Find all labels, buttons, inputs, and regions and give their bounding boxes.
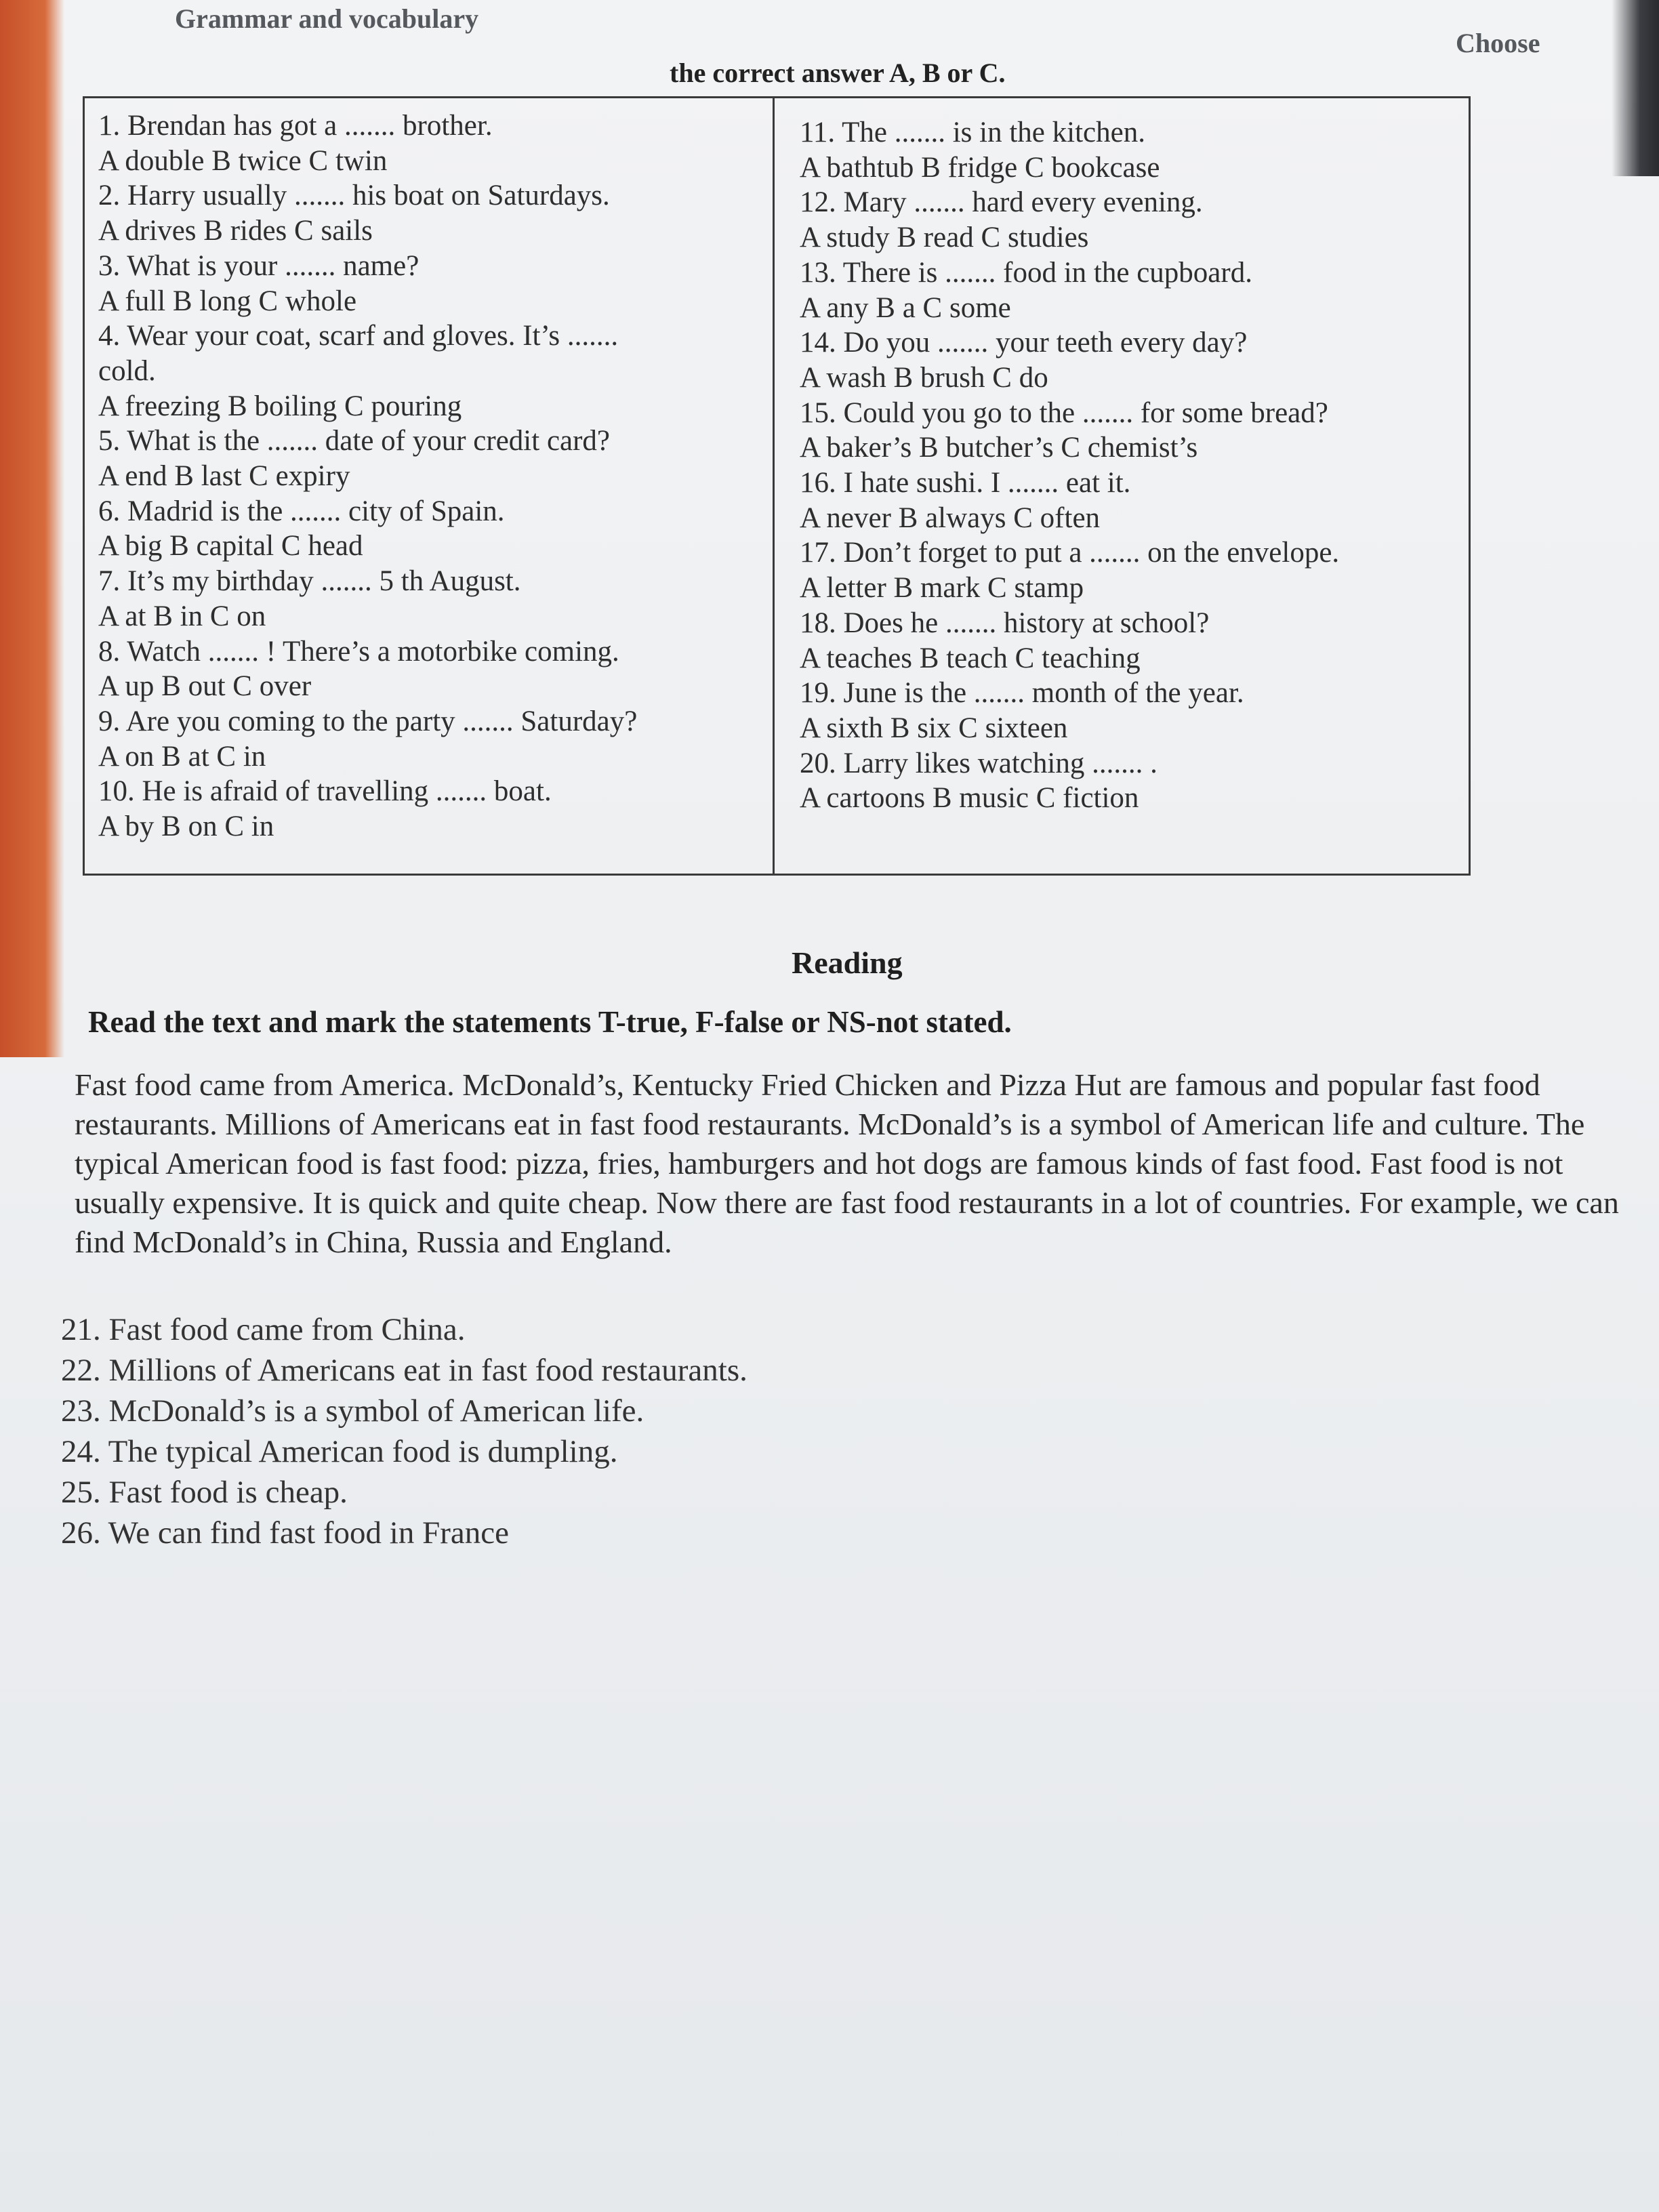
question-2: 2. Harry usually ....... his boat on Saturdays.	[98, 180, 610, 212]
statement-26: 26. We can find fast food in France	[61, 1515, 509, 1551]
answer-options-14: A wash B brush C do	[800, 361, 1048, 394]
question-3: 3. What is your ....... name?	[98, 249, 419, 282]
question-20: 20. Larry likes watching ....... .	[800, 747, 1158, 779]
question-16: 16. I hate sushi. I ....... eat it.	[800, 467, 1131, 499]
answer-options-16: A never B always C often	[800, 501, 1101, 534]
question-8: 8. Watch ....... ! There’s a motorbike coming.	[98, 635, 619, 668]
statement-22: 22. Millions of Americans eat in fast food restaurants.	[61, 1353, 747, 1388]
question-9: 9. Are you coming to the party ....... Saturday?	[98, 705, 638, 737]
question-13: 13. There is ....... food in the cupboard.	[800, 256, 1252, 289]
answer-options-4: A freezing B boiling C pouring	[98, 390, 462, 422]
background-table-edge	[0, 0, 64, 1057]
question-1: 1. Brendan has got a ....... brother.	[98, 110, 493, 142]
statement-23: 23. McDonald’s is a symbol of American life.	[61, 1393, 644, 1429]
section-title: Grammar and vocabulary	[175, 3, 479, 34]
question-14: 14. Do you ....... your teeth every day?	[800, 327, 1248, 359]
question-17: 17. Don’t forget to put a ....... on the envelope.	[800, 537, 1340, 569]
answer-options-2: A drives B rides C sails	[98, 215, 373, 247]
answer-options-11: A bathtub B fridge C bookcase	[800, 151, 1160, 184]
answer-options-9: A on B at C in	[98, 740, 266, 773]
statement-list	[61, 1309, 747, 1553]
questions-right-column	[800, 115, 1464, 816]
answer-options-7: A at B in C on	[98, 600, 266, 632]
answer-options-17: A letter B mark C stamp	[800, 572, 1084, 605]
question-5: 5. What is the ....... date of your credit card?	[98, 425, 611, 457]
question-11: 11. The ....... is in the kitchen.	[800, 117, 1145, 148]
statement-25: 25. Fast food is cheap.	[61, 1475, 348, 1510]
question-7: 7. It’s my birthday ....... 5 th August.	[98, 565, 521, 598]
task-instruction: the correct answer A, B or C.	[670, 58, 1006, 88]
reading-title: Reading	[792, 945, 903, 980]
reading-passage: Fast food came from America. McDonald’s, Kentucky Fried Chicken and Pizza Hut are famous and popular fast food restaurants. Millions of Americans eat in fast food restaurants. McDonald’s is a symbol of American life and culture. The typical American food is fast food: pizza, fries, hamburgers and hot dogs are famous kinds of fast food. Fast food is not usually expensive. It is quick and quite cheap. Now there are fast food restaurants in a lot of countries. For example, we can find McDonald’s in China, Russia and England.	[75, 1067, 1619, 1259]
answer-options-1: A double B twice C twin	[98, 144, 388, 177]
answer-options-10: A by B on C in	[98, 811, 274, 843]
statement-24: 24. The typical American food is dumpling.	[61, 1434, 618, 1469]
question-4: 4. Wear your coat, scarf and gloves. It’s .......	[98, 320, 619, 352]
statement-21: 21. Fast food came from China.	[61, 1312, 466, 1347]
background-shadow	[1612, 0, 1659, 176]
reading-instruction: Read the text and mark the statements T-true, F-false or NS-not stated.	[88, 1005, 1012, 1039]
question-12: 12. Mary ....... hard every evening.	[800, 186, 1203, 219]
answer-options-13: A any B a C some	[800, 291, 1011, 324]
answer-options-20: A cartoons B music C fiction	[800, 782, 1139, 815]
answer-options-8: A up B out C over	[98, 670, 312, 703]
answer-options-6: A big B capital C head	[98, 530, 363, 562]
question-10: 10. He is afraid of travelling ....... boat.	[98, 775, 552, 808]
answer-options-19: A sixth B six C sixteen	[800, 712, 1068, 744]
question-6: 6. Madrid is the ....... city of Spain.	[98, 495, 505, 527]
answer-options-5: A end B last C expiry	[98, 460, 350, 493]
choose-label: Choose	[1456, 28, 1540, 58]
answer-options-15: A baker’s B butcher’s C chemist’s	[800, 432, 1198, 464]
answer-options-18: A teaches B teach C teaching	[800, 642, 1141, 674]
answer-options-3: A full B long C whole	[98, 285, 357, 317]
table-column-divider	[773, 98, 775, 876]
questions-left-column	[98, 108, 762, 844]
question-15: 15. Could you go to the ....... for some bread?	[800, 396, 1328, 429]
answer-options-12: A study B read C studies	[800, 222, 1089, 254]
question-4-continued: cold.	[98, 354, 156, 387]
question-19: 19. June is the ....... month of the year.	[800, 677, 1244, 710]
question-18: 18. Does he ....... history at school?	[800, 607, 1210, 639]
